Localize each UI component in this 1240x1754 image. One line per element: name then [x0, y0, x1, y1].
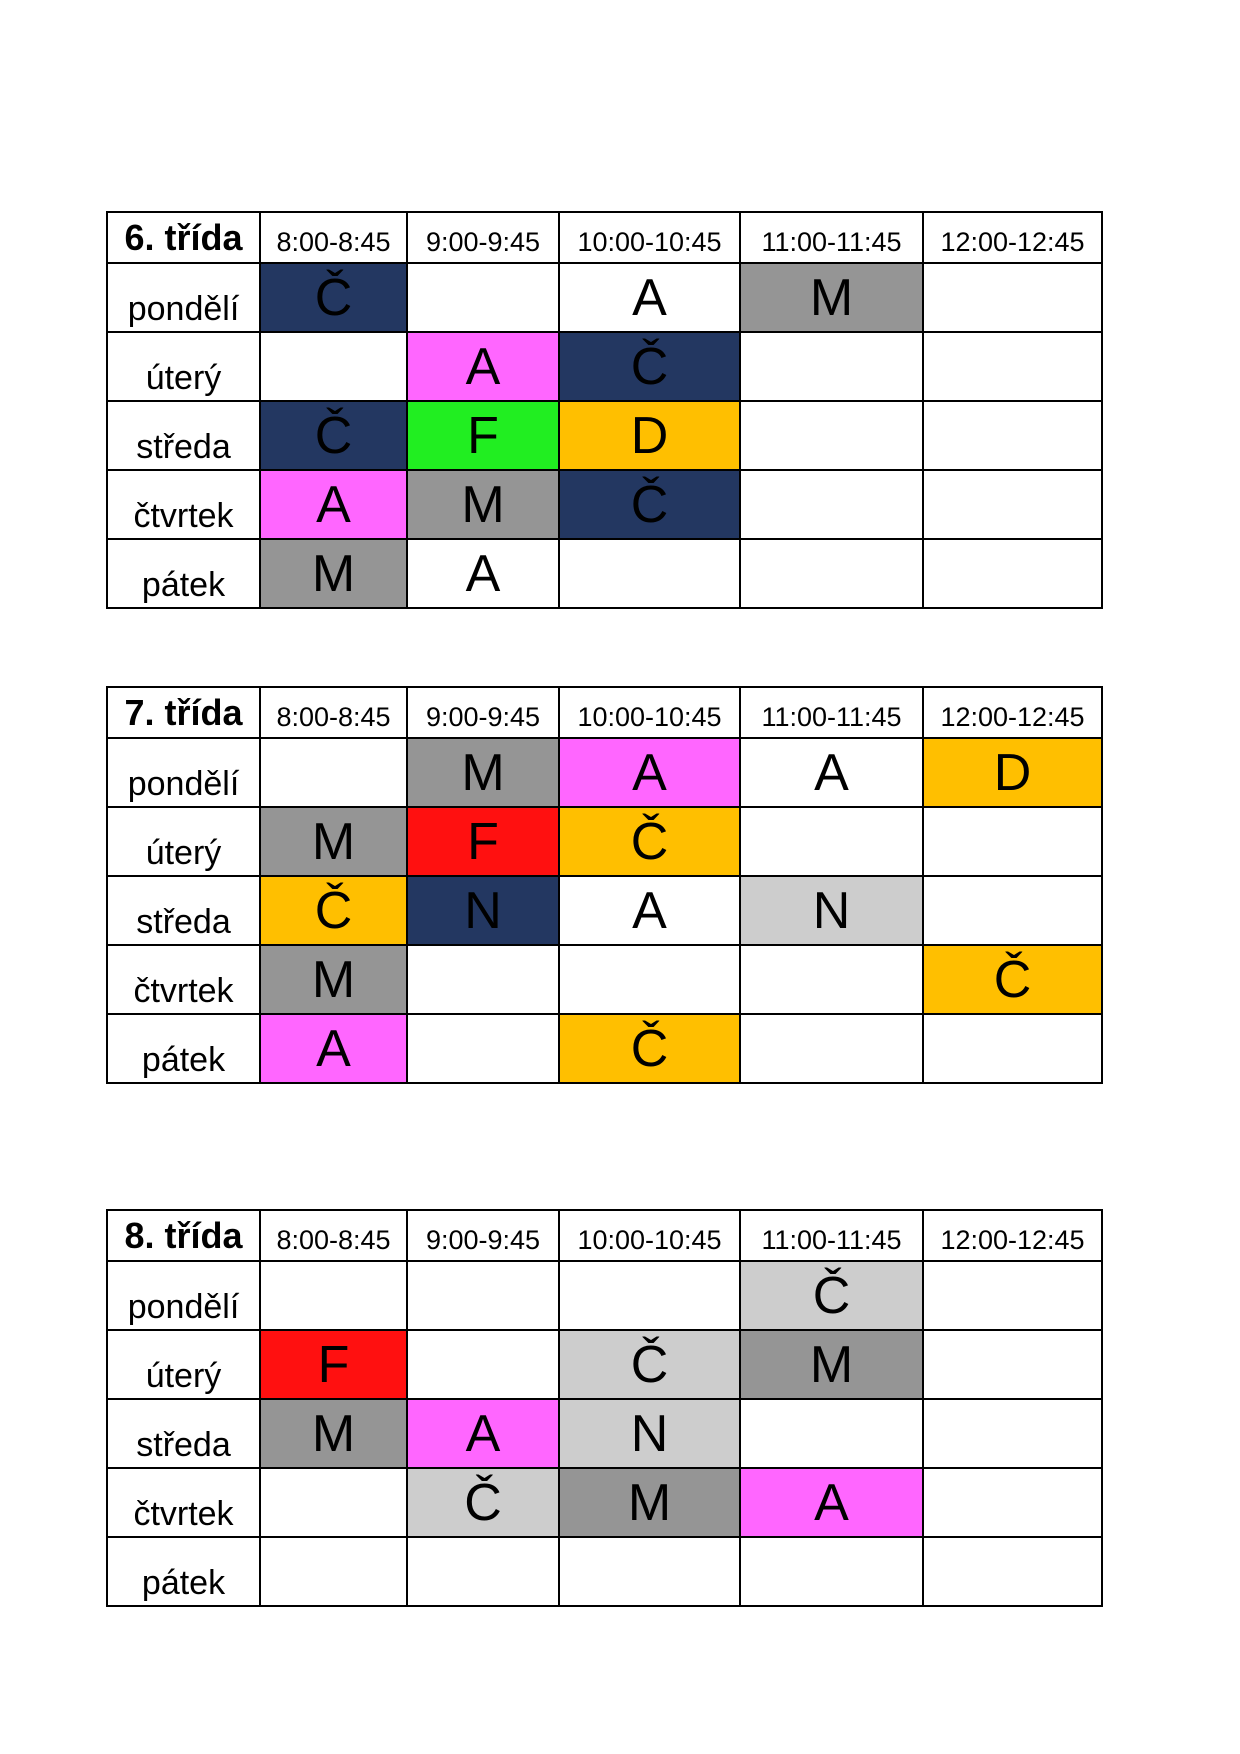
lesson-cell: Č [260, 263, 407, 332]
day-name: pátek [107, 1537, 260, 1606]
time-slot-header: 11:00-11:45 [740, 212, 923, 263]
day-name: pondělí [107, 263, 260, 332]
lesson-cell [407, 1261, 559, 1330]
lesson-cell [740, 1537, 923, 1606]
lesson-cell [923, 1537, 1102, 1606]
lesson-cell [923, 1014, 1102, 1083]
lesson-cell [923, 876, 1102, 945]
lesson-cell [923, 332, 1102, 401]
timetable-class-6 [106, 211, 1103, 609]
time-slot-header: 9:00-9:45 [407, 1210, 559, 1261]
day-name: pátek [107, 1014, 260, 1083]
lesson-cell [923, 263, 1102, 332]
lesson-cell [559, 539, 740, 608]
lesson-cell [740, 539, 923, 608]
day-name: středa [107, 876, 260, 945]
lesson-cell [559, 1261, 740, 1330]
header-row [107, 687, 1102, 738]
lesson-cell: Č [559, 807, 740, 876]
day-row [107, 332, 1102, 401]
lesson-cell [260, 1261, 407, 1330]
time-slot-header: 10:00-10:45 [559, 212, 740, 263]
lesson-cell: M [260, 1399, 407, 1468]
lesson-cell [923, 1261, 1102, 1330]
lesson-cell [740, 401, 923, 470]
lesson-cell [559, 1537, 740, 1606]
lesson-cell: N [407, 876, 559, 945]
lesson-cell: Č [260, 876, 407, 945]
lesson-cell: A [407, 1399, 559, 1468]
time-slot-header: 11:00-11:45 [740, 1210, 923, 1261]
day-row [107, 1014, 1102, 1083]
day-row [107, 1468, 1102, 1537]
time-slot-header: 9:00-9:45 [407, 687, 559, 738]
time-slot-header: 10:00-10:45 [559, 687, 740, 738]
lesson-cell [923, 1330, 1102, 1399]
lesson-cell: A [740, 738, 923, 807]
day-row [107, 1537, 1102, 1606]
lesson-cell: M [740, 263, 923, 332]
timetable-class-7 [106, 686, 1103, 1084]
lesson-cell: Č [740, 1261, 923, 1330]
lesson-cell [740, 807, 923, 876]
lesson-cell [740, 1014, 923, 1083]
day-row [107, 738, 1102, 807]
day-name: čtvrtek [107, 1468, 260, 1537]
lesson-cell: M [260, 807, 407, 876]
lesson-cell [260, 332, 407, 401]
lesson-cell [923, 807, 1102, 876]
time-slot-header: 9:00-9:45 [407, 212, 559, 263]
day-name: čtvrtek [107, 945, 260, 1014]
class-title: 7. třída [107, 687, 260, 738]
day-name: pondělí [107, 738, 260, 807]
header-row [107, 1210, 1102, 1261]
lesson-cell [260, 738, 407, 807]
lesson-cell: M [559, 1468, 740, 1537]
day-row [107, 807, 1102, 876]
day-row [107, 401, 1102, 470]
lesson-cell: Č [559, 1330, 740, 1399]
lesson-cell: Č [260, 401, 407, 470]
day-row [107, 876, 1102, 945]
lesson-cell: D [559, 401, 740, 470]
time-slot-header: 8:00-8:45 [260, 212, 407, 263]
lesson-cell: D [923, 738, 1102, 807]
lesson-cell: Č [559, 332, 740, 401]
day-row [107, 539, 1102, 608]
lesson-cell: M [740, 1330, 923, 1399]
day-row [107, 263, 1102, 332]
day-name: středa [107, 1399, 260, 1468]
lesson-cell [740, 1399, 923, 1468]
lesson-cell [407, 263, 559, 332]
time-slot-header: 12:00-12:45 [923, 212, 1102, 263]
day-name: úterý [107, 332, 260, 401]
lesson-cell: A [740, 1468, 923, 1537]
time-slot-header: 10:00-10:45 [559, 1210, 740, 1261]
lesson-cell: N [559, 1399, 740, 1468]
class-title: 6. třída [107, 212, 260, 263]
lesson-cell: A [559, 876, 740, 945]
lesson-cell: Č [559, 470, 740, 539]
time-slot-header: 12:00-12:45 [923, 1210, 1102, 1261]
day-name: úterý [107, 1330, 260, 1399]
day-row [107, 1261, 1102, 1330]
lesson-cell [559, 945, 740, 1014]
lesson-cell [407, 1537, 559, 1606]
lesson-cell [923, 539, 1102, 608]
lesson-cell [260, 1468, 407, 1537]
header-row [107, 212, 1102, 263]
lesson-cell [740, 945, 923, 1014]
lesson-cell: N [740, 876, 923, 945]
lesson-cell [923, 1468, 1102, 1537]
lesson-cell: Č [407, 1468, 559, 1537]
timetable-class-8 [106, 1209, 1103, 1607]
lesson-cell [260, 1537, 407, 1606]
lesson-cell: A [407, 332, 559, 401]
lesson-cell: A [260, 1014, 407, 1083]
lesson-cell: M [260, 945, 407, 1014]
lesson-cell: A [559, 738, 740, 807]
lesson-cell [407, 945, 559, 1014]
day-name: středa [107, 401, 260, 470]
day-name: pondělí [107, 1261, 260, 1330]
lesson-cell [407, 1014, 559, 1083]
time-slot-header: 11:00-11:45 [740, 687, 923, 738]
lesson-cell [923, 470, 1102, 539]
lesson-cell [740, 470, 923, 539]
lesson-cell: A [407, 539, 559, 608]
lesson-cell [740, 332, 923, 401]
lesson-cell [923, 1399, 1102, 1468]
lesson-cell [923, 401, 1102, 470]
day-row [107, 1330, 1102, 1399]
lesson-cell: F [407, 807, 559, 876]
lesson-cell: Č [559, 1014, 740, 1083]
lesson-cell: M [407, 470, 559, 539]
day-row [107, 945, 1102, 1014]
lesson-cell: Č [923, 945, 1102, 1014]
day-name: čtvrtek [107, 470, 260, 539]
lesson-cell [407, 1330, 559, 1399]
lesson-cell: A [559, 263, 740, 332]
lesson-cell: M [260, 539, 407, 608]
lesson-cell: F [260, 1330, 407, 1399]
time-slot-header: 8:00-8:45 [260, 687, 407, 738]
day-name: úterý [107, 807, 260, 876]
time-slot-header: 8:00-8:45 [260, 1210, 407, 1261]
lesson-cell: F [407, 401, 559, 470]
day-row [107, 1399, 1102, 1468]
time-slot-header: 12:00-12:45 [923, 687, 1102, 738]
day-row [107, 470, 1102, 539]
lesson-cell: A [260, 470, 407, 539]
class-title: 8. třída [107, 1210, 260, 1261]
day-name: pátek [107, 539, 260, 608]
lesson-cell: M [407, 738, 559, 807]
